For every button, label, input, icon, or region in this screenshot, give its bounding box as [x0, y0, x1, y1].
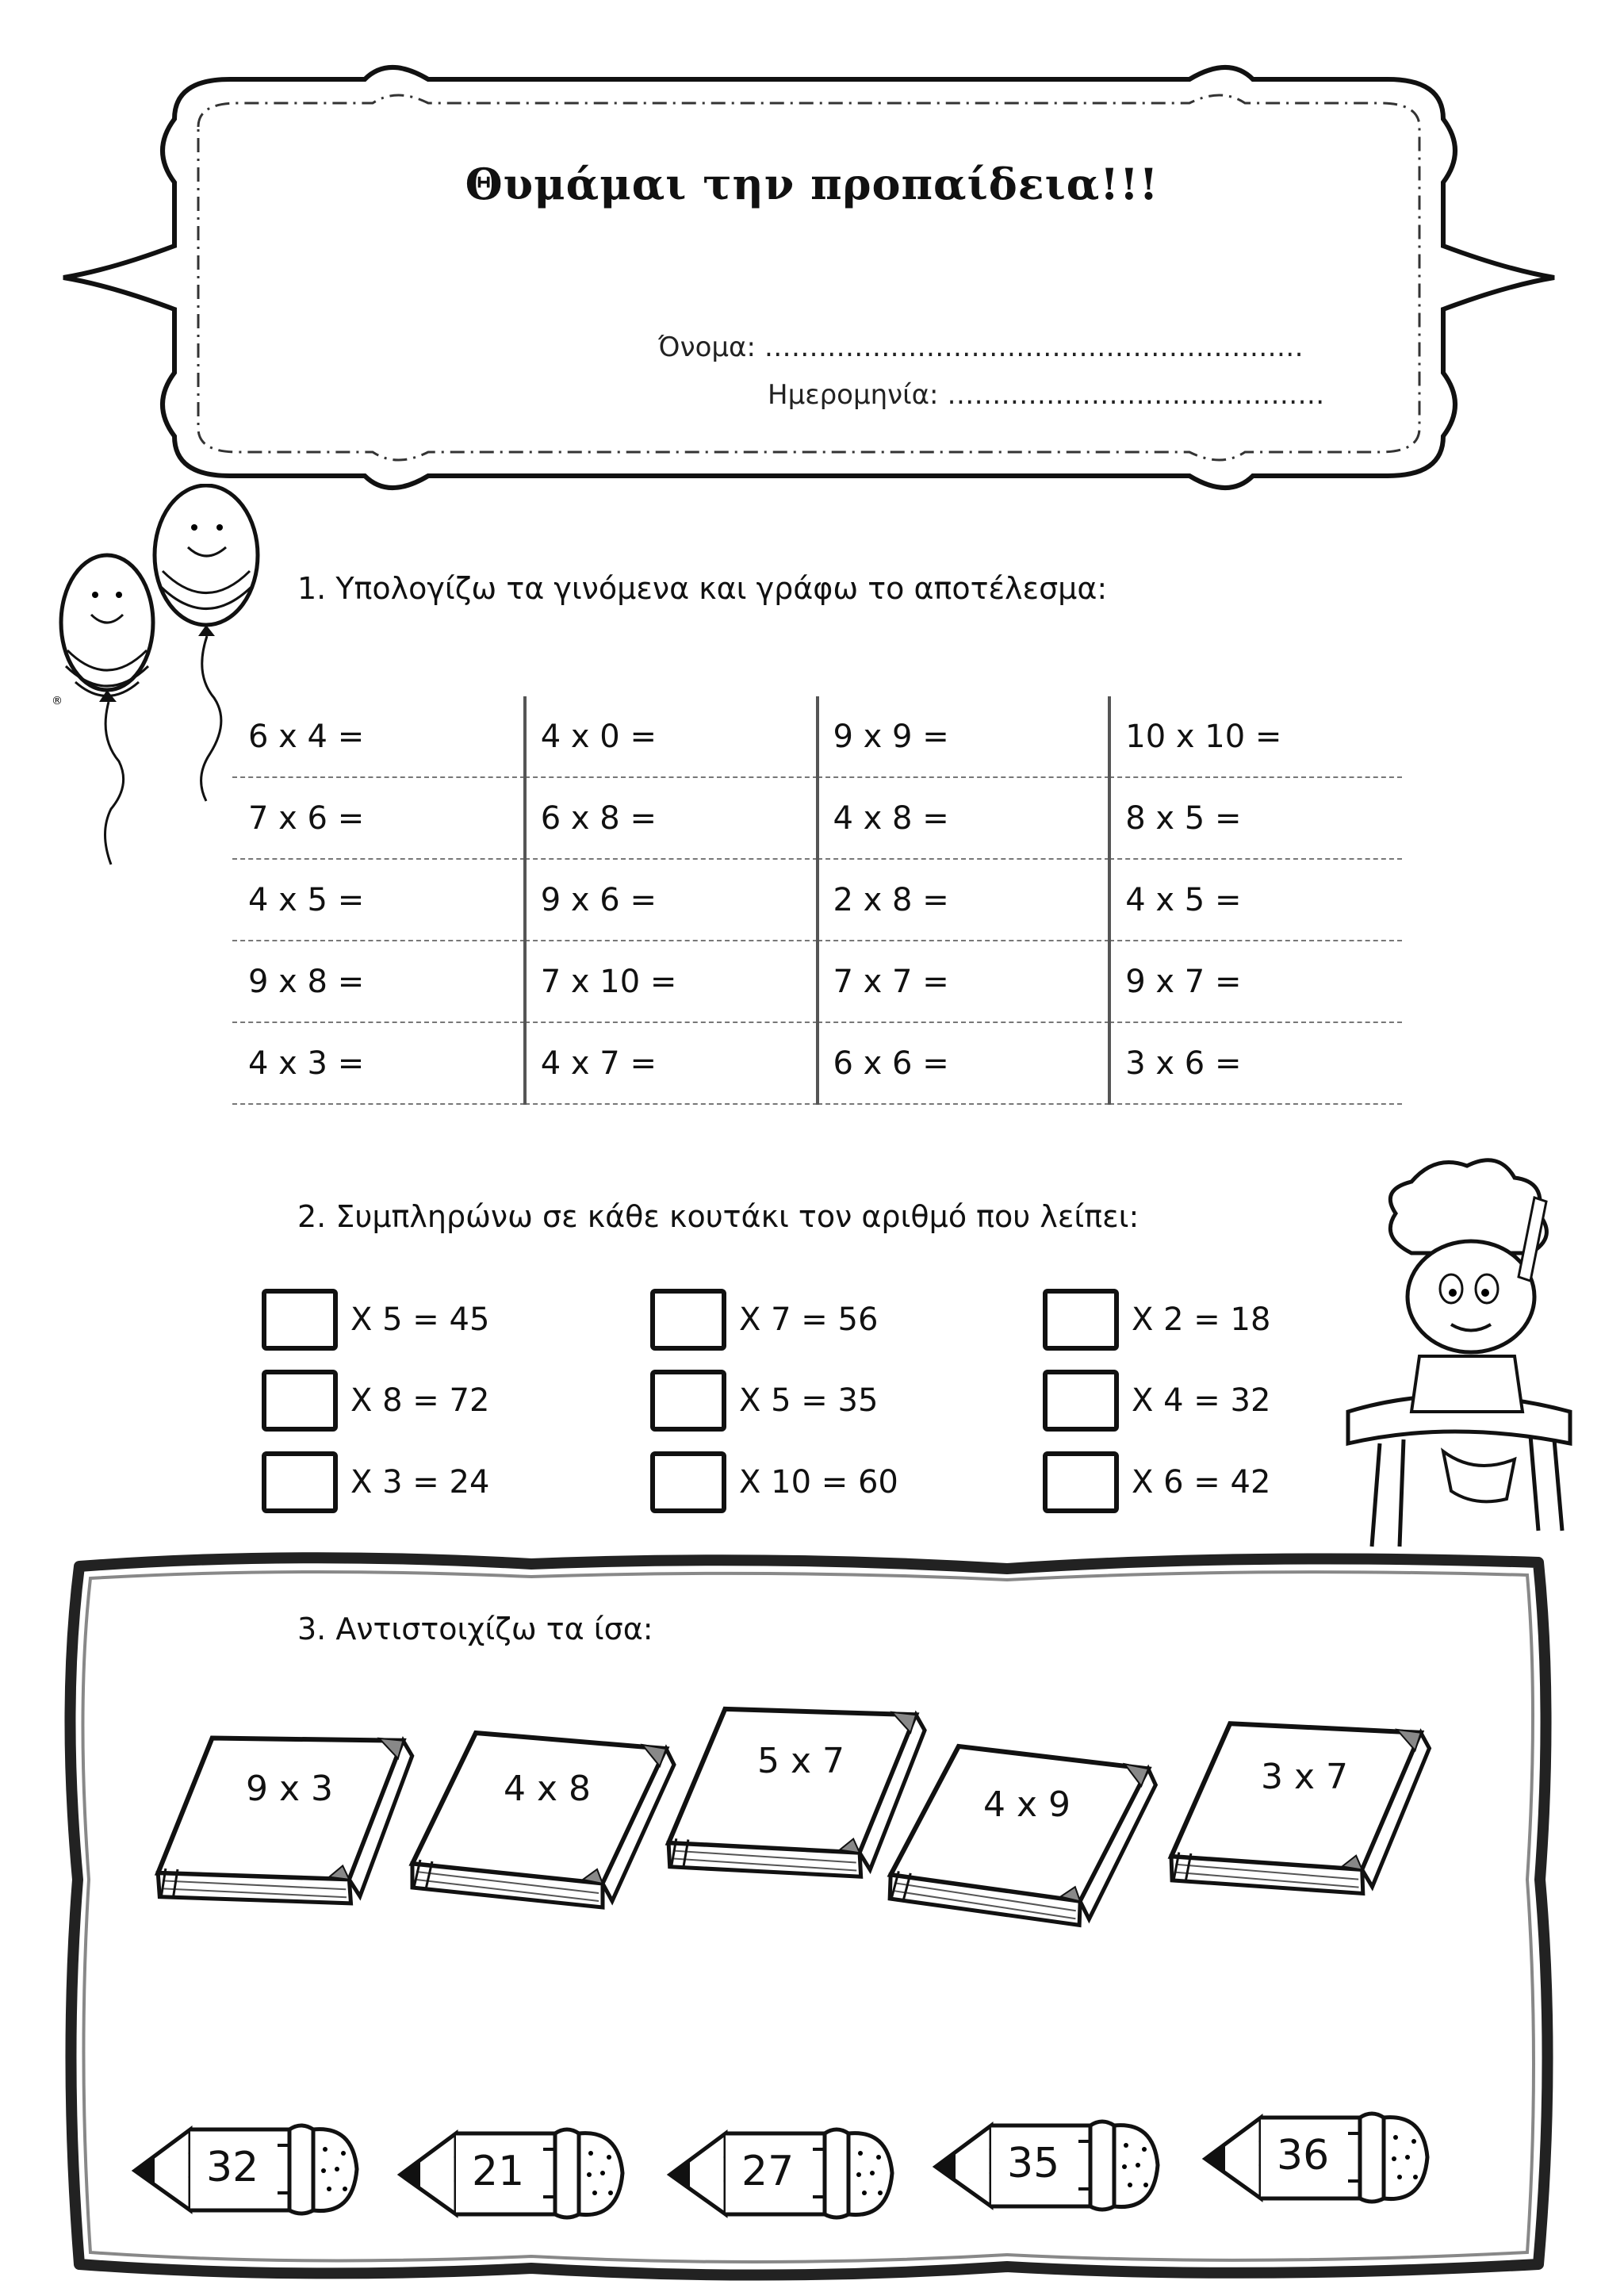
- missing-number-item: [262, 1451, 489, 1513]
- missing-number-item: [1043, 1451, 1270, 1513]
- svg-text:®: ®: [52, 695, 63, 707]
- book-label: 4 x 8: [504, 1769, 591, 1809]
- table-cell[interactable]: 9 x 8 =: [232, 941, 525, 1023]
- book-label: 3 x 7: [1261, 1757, 1348, 1797]
- table-cell[interactable]: 6 x 8 =: [525, 778, 818, 860]
- missing-number-item: [1043, 1289, 1270, 1351]
- boy-writing-illustration: [1332, 1150, 1594, 1562]
- missing-number-item: [262, 1289, 489, 1351]
- header-frame: [48, 48, 1570, 508]
- missing-number-item: [1043, 1370, 1270, 1432]
- answer-box[interactable]: [650, 1289, 726, 1351]
- table-cell[interactable]: 4 x 5 =: [1109, 860, 1402, 941]
- table-cell[interactable]: 4 x 5 =: [232, 860, 525, 941]
- table-cell[interactable]: 7 x 6 =: [232, 778, 525, 860]
- answer-box[interactable]: [262, 1289, 338, 1351]
- book-label: 4 x 9: [983, 1784, 1071, 1825]
- section2-title: 2. Συμπληρώνω σε κάθε κουτάκι τον αριθμό που λείπει:: [297, 1199, 1139, 1234]
- section1-title: 1. Υπολογίζω τα γινόμενα και γράφω το αποτέλεσμα:: [297, 571, 1108, 606]
- equation-text: X 2 = 18: [1132, 1301, 1271, 1338]
- answer-box[interactable]: [1043, 1370, 1119, 1432]
- pencil-label: 21: [472, 2148, 525, 2195]
- table-cell[interactable]: 9 x 9 =: [818, 696, 1110, 778]
- table-cell[interactable]: 3 x 6 =: [1109, 1023, 1402, 1105]
- answer-box[interactable]: [650, 1451, 726, 1513]
- answer-box[interactable]: [1043, 1289, 1119, 1351]
- missing-number-item: [650, 1370, 878, 1432]
- missing-number-item: [650, 1289, 878, 1351]
- book-icon: [404, 1717, 690, 1923]
- equation-text: X 5 = 45: [350, 1301, 490, 1338]
- answer-box[interactable]: [1043, 1451, 1119, 1513]
- multiplication-table: [232, 696, 1402, 1105]
- table-cell[interactable]: 4 x 7 =: [525, 1023, 818, 1105]
- name-field[interactable]: Όνομα: ……………………………………………………: [658, 332, 1304, 363]
- table-cell[interactable]: 6 x 6 =: [818, 1023, 1110, 1105]
- date-field[interactable]: Ημερομηνία: ……………………………………: [768, 379, 1325, 411]
- pencil-label: 35: [1007, 2140, 1060, 2187]
- missing-number-item: [650, 1451, 898, 1513]
- table-cell[interactable]: 7 x 10 =: [525, 941, 818, 1023]
- equation-text: X 10 = 60: [739, 1464, 898, 1501]
- table-cell[interactable]: 4 x 8 =: [818, 778, 1110, 860]
- answer-box[interactable]: [262, 1451, 338, 1513]
- book-icon: [1159, 1700, 1451, 1916]
- equation-text: X 6 = 42: [1132, 1464, 1271, 1501]
- section3-title: 3. Αντιστοιχίζω τα ίσα:: [297, 1612, 653, 1646]
- book-icon: [881, 1728, 1174, 1944]
- missing-number-item: [262, 1370, 489, 1432]
- equation-text: X 7 = 56: [739, 1301, 879, 1338]
- table-cell[interactable]: 4 x 0 =: [525, 696, 818, 778]
- equation-text: X 4 = 32: [1132, 1382, 1271, 1419]
- table-cell[interactable]: 4 x 3 =: [232, 1023, 525, 1105]
- table-cell[interactable]: 10 x 10 =: [1109, 696, 1402, 778]
- equation-text: X 8 = 72: [350, 1382, 490, 1419]
- answer-box[interactable]: [262, 1370, 338, 1432]
- table-cell[interactable]: 2 x 8 =: [818, 860, 1110, 941]
- pencil-label: 32: [206, 2144, 259, 2191]
- table-cell[interactable]: 6 x 4 =: [232, 696, 525, 778]
- pencil-label: 27: [741, 2148, 795, 2195]
- book-label: 5 x 7: [757, 1741, 845, 1781]
- pencil-label: 36: [1277, 2132, 1330, 2179]
- book-icon: [140, 1708, 439, 1933]
- equation-text: X 3 = 24: [350, 1464, 490, 1501]
- table-cell[interactable]: 9 x 6 =: [525, 860, 818, 941]
- table-cell[interactable]: 8 x 5 =: [1109, 778, 1402, 860]
- answer-box[interactable]: [650, 1370, 726, 1432]
- table-cell[interactable]: 9 x 7 =: [1109, 941, 1402, 1023]
- book-label: 9 x 3: [246, 1769, 333, 1809]
- page-title: Θυμάμαι την προπαίδεια!!!: [465, 159, 1159, 209]
- table-cell[interactable]: 7 x 7 =: [818, 941, 1110, 1023]
- equation-text: X 5 = 35: [739, 1382, 879, 1419]
